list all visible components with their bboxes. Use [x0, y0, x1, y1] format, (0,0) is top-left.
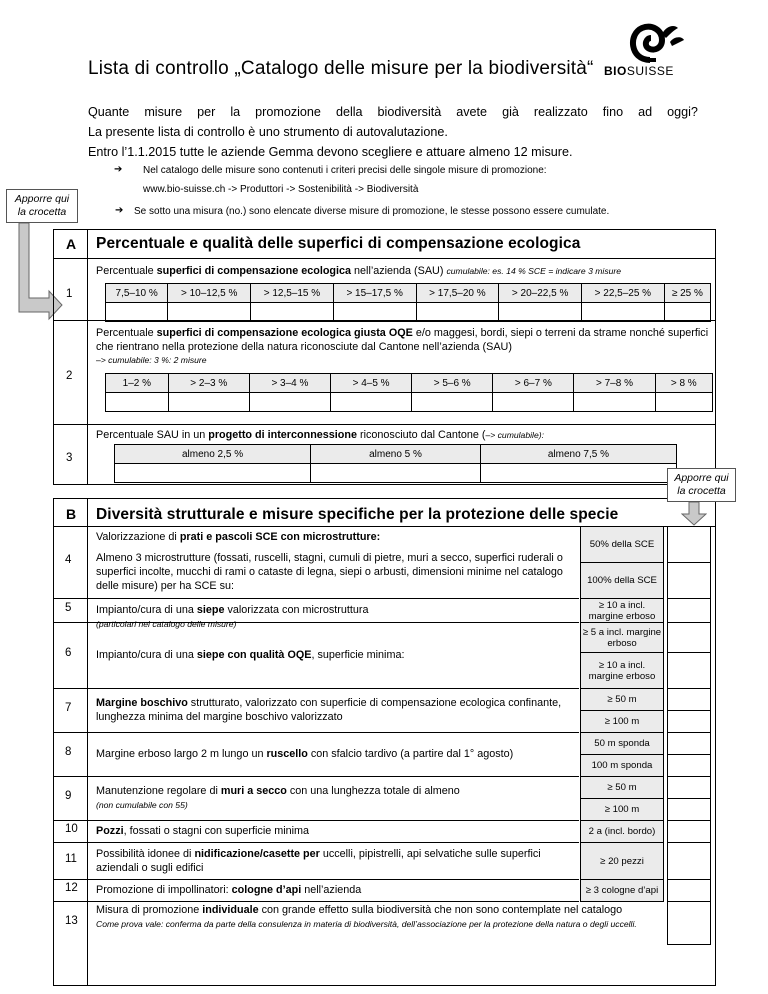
checkbox-cell[interactable]: [667, 688, 711, 711]
checkbox-cell[interactable]: [574, 393, 655, 412]
row-note: Come prova vale: conferma da parte della consulenza in materia di biodiversità, dell’associazione per la protezione della natura o degli uccelli.: [96, 919, 637, 929]
intro-word: per: [197, 105, 216, 119]
intro-line2: La presente lista di controllo è uno strumento di autovalutazione.: [88, 125, 448, 139]
row2-note: –> cumulabile: 3 %: 2 misure: [96, 355, 207, 365]
checkbox-cell[interactable]: [249, 393, 330, 412]
option-label: > 17,5–20 %: [416, 284, 499, 303]
intro-word: fino: [602, 105, 624, 119]
row-number: 13: [65, 914, 78, 927]
option-label: > 10–12,5 %: [168, 284, 251, 303]
intro-word: della: [335, 105, 363, 119]
option-label: 1–2 %: [106, 374, 169, 393]
row1-pre: Percentuale: [96, 265, 157, 277]
intro-word: ad: [638, 105, 653, 119]
checkbox-cell[interactable]: [667, 901, 711, 945]
row-post: con grande effetto sulla biodiversità che non sono contemplate nel catalogo: [258, 904, 623, 916]
row-number: 1: [66, 288, 73, 300]
option-label: ≥ 50 m: [580, 688, 664, 711]
checkbox-cell[interactable]: [106, 303, 168, 322]
row-bold: cologne d’api: [231, 884, 302, 896]
checkbox-cell[interactable]: [480, 464, 676, 483]
row-post: con sfalcio tardivo (a partire dal 1° agosto): [307, 748, 514, 760]
row-pre: Impianto/cura di una: [96, 649, 197, 661]
checkbox-cell[interactable]: [667, 879, 711, 902]
row1-note: cumulabile: es. 14 % SCE = indicare 3 misure: [446, 266, 622, 276]
row-bold: muri a secco: [220, 785, 287, 797]
checkbox-cell[interactable]: [667, 710, 711, 733]
option-label: 100 m sponda: [580, 754, 664, 777]
row-pre: Possibilità idonee di: [96, 847, 195, 860]
row-pre: Margine erboso largo 2 m lungo un: [96, 748, 267, 760]
row-label: [96, 883, 576, 897]
row1-options-table: [105, 283, 711, 322]
row3-label: [96, 428, 710, 442]
intro-word: Quante: [88, 105, 130, 119]
option-label: > 6–7 %: [493, 374, 574, 393]
checkbox-cell[interactable]: [667, 562, 711, 599]
option-label: almeno 2,5 %: [115, 445, 311, 464]
checkbox-cell[interactable]: [493, 393, 574, 412]
row-bold: ruscello: [266, 748, 308, 760]
row-post: , superficie minima:: [311, 649, 405, 661]
row-number: 4: [65, 554, 72, 566]
row-post: , fossati o stagni con superficie minima: [123, 825, 310, 837]
row-text2: Almeno 3 microstrutture (fossati, ruscelli, stagni, cumuli di pietre, muri a secco, superfici ruderali o superfici incolte, mucchi di rami o cataste di legna, siepi o arbusti, dimensioni minime nel catalogo delle misure) per ha SCE su:: [96, 552, 563, 592]
bullet-url: www.bio-suisse.ch -> Produttori -> Sostenibilità -> Biodiversità: [143, 184, 419, 195]
row3-options-table: [114, 444, 677, 483]
option-label: ≥ 10 a incl. margine erboso: [580, 598, 664, 623]
option-label: > 20–22,5 %: [499, 284, 582, 303]
checkbox-cell[interactable]: [667, 526, 711, 563]
row-label: [96, 847, 576, 875]
checkbox-cell[interactable]: [311, 464, 481, 483]
option-label: 7,5–10 %: [106, 284, 168, 303]
checkbox-cell[interactable]: [106, 393, 169, 412]
row-label: [96, 784, 576, 812]
intro-word: avete: [456, 105, 488, 119]
checkbox-cell[interactable]: [667, 622, 711, 653]
option-label: 50 m sponda: [580, 732, 664, 755]
checkbox-cell[interactable]: [115, 464, 311, 483]
row2-pre: Percentuale: [96, 327, 157, 339]
row3-note: –> cumulabile):: [485, 430, 544, 440]
checkbox-cell[interactable]: [655, 393, 712, 412]
row3-bold: progetto di interconnessione: [208, 429, 358, 441]
callout-right: [667, 468, 736, 502]
option-label: ≥ 100 m: [580, 710, 664, 733]
option-label: > 15–17,5 %: [333, 284, 416, 303]
row-pre: Impianto/cura di una: [96, 604, 197, 616]
arrow-icon-2: ➔: [115, 205, 124, 216]
row-note: (particolari nel catalogo delle misure): [96, 619, 237, 629]
option-label: 50% della SCE: [580, 526, 664, 563]
option-label: ≥ 100 m: [580, 798, 664, 821]
checkbox-cell[interactable]: [667, 754, 711, 777]
row-pre: Misura di promozione: [96, 904, 203, 916]
checkbox-cell[interactable]: [667, 820, 711, 843]
option-label: > 8 %: [655, 374, 712, 393]
row-number: 9: [65, 790, 72, 802]
logo-suisse: SUISSE: [626, 64, 674, 78]
row1-post: nell’azienda (SAU): [351, 265, 447, 277]
checkbox-cell[interactable]: [168, 303, 251, 322]
option-label: 100% della SCE: [580, 562, 664, 599]
row-bold: Pozzi: [96, 825, 124, 837]
row-number: 5: [65, 602, 72, 614]
section-a-title: Percentuale e qualità delle superfici di compensazione ecologica: [96, 235, 581, 252]
checkbox-cell[interactable]: [331, 393, 412, 412]
row-pre: Promozione di impollinatori:: [96, 884, 232, 896]
intro-word: biodiversità: [377, 105, 442, 119]
checkbox-cell[interactable]: [667, 652, 711, 689]
arrow-icon: ➔: [114, 164, 123, 175]
row-number: 12: [65, 882, 78, 894]
row-number: 11: [65, 852, 77, 865]
checkbox-cell[interactable]: [667, 776, 711, 799]
row-number: 10: [65, 823, 78, 835]
bud-logo-icon: [604, 20, 694, 68]
option-label: > 4–5 %: [331, 374, 412, 393]
option-label: > 12,5–15 %: [251, 284, 334, 303]
checkbox-cell[interactable]: [251, 303, 334, 322]
option-label: 2 a (incl. bordo): [580, 820, 664, 843]
row-post: strutturato, valorizzato con superficie di compensazione ecologica confinante, lunghezza minima del margine boschivo valorizzato: [96, 697, 562, 723]
checkbox-cell[interactable]: [664, 303, 710, 322]
intro-text: [88, 102, 698, 162]
row-pre: Valorizzazione di: [96, 531, 180, 543]
callout-left-line2: la crocetta: [17, 206, 67, 218]
option-label: > 7–8 %: [574, 374, 655, 393]
row2-bold: superfici di compensazione ecologica giusta OQE: [156, 327, 413, 339]
row-bold: siepe con qualità OQE: [196, 649, 312, 661]
section-a-box: [53, 229, 716, 485]
row-number: 3: [66, 452, 73, 464]
intro-word: oggi?: [667, 105, 698, 119]
option-label: ≥ 20 pezzi: [580, 842, 664, 880]
row1-bold: superfici di compensazione ecologica: [156, 265, 352, 277]
row2-options-table: [105, 373, 713, 412]
bullet-catalog: Nel catalogo delle misure sono contenuti i criteri precisi delle singole misure di promozione:: [143, 165, 547, 176]
row-label: [96, 696, 576, 724]
row-bold: siepe: [196, 604, 225, 616]
option-label: almeno 5 %: [311, 445, 481, 464]
row-bold: nidificazione/casette per: [194, 847, 320, 860]
row-number: 6: [65, 647, 72, 659]
option-label: > 3–4 %: [249, 374, 330, 393]
checkbox-cell[interactable]: [333, 303, 416, 322]
checkbox-cell[interactable]: [667, 798, 711, 821]
row-label: [96, 747, 576, 761]
callout-left: [6, 189, 78, 223]
row-number: 2: [66, 370, 73, 382]
section-b-title: Diversità strutturale e misure specifiche per la protezione delle specie: [96, 506, 619, 523]
intro-line3: Entro l’1.1.2015 tutte le aziende Gemma devono scegliere e attuare almeno 12 misure.: [88, 145, 573, 159]
checkbox-cell[interactable]: [582, 303, 665, 322]
intro-word: misure: [144, 105, 183, 119]
callout-right-line1: Apporre qui: [674, 472, 729, 484]
option-label: ≥ 25 %: [664, 284, 710, 303]
row-label: [96, 824, 576, 838]
row-label: [96, 603, 576, 631]
intro-question: [88, 102, 698, 122]
row-bold: prati e pascoli SCE con microstrutture:: [179, 531, 381, 543]
row-label: [96, 530, 576, 593]
row3-pre: Percentuale SAU in un: [96, 429, 209, 441]
row1-label: [96, 264, 716, 278]
row-number: 8: [65, 746, 72, 758]
option-label: ≥ 3 cologne d’api: [580, 879, 664, 902]
row-pre: Manutenzione regolare di: [96, 785, 221, 797]
checkbox-cell[interactable]: [416, 303, 499, 322]
page-title: Lista di controllo „Catalogo delle misure per la biodiversità“: [88, 58, 594, 79]
row-label: [96, 648, 576, 662]
checkbox-cell[interactable]: [667, 732, 711, 755]
intro-word: già: [502, 105, 519, 119]
checkbox-cell[interactable]: [168, 393, 249, 412]
row-label: [96, 903, 656, 931]
row2-label: [96, 326, 710, 354]
checkbox-cell[interactable]: [499, 303, 582, 322]
option-label: > 22,5–25 %: [582, 284, 665, 303]
arrow-down-icon: [681, 502, 707, 526]
row-post: nell’azienda: [301, 884, 362, 896]
section-b-box: [53, 498, 716, 986]
callout-left-line1: Apporre qui: [14, 193, 70, 205]
option-label: ≥ 10 a incl. margine erboso: [580, 652, 664, 689]
intro-word: realizzato: [533, 105, 588, 119]
option-label: ≥ 50 m: [580, 776, 664, 799]
logo-bio: BIO: [604, 64, 627, 78]
checkbox-cell[interactable]: [667, 598, 711, 623]
checkbox-cell[interactable]: [667, 842, 711, 880]
section-b-letter: B: [66, 506, 77, 522]
option-label: > 2–3 %: [168, 374, 249, 393]
checkbox-cell[interactable]: [412, 393, 493, 412]
option-label: almeno 7,5 %: [480, 445, 676, 464]
row-bold: Margine boschivo: [96, 697, 188, 709]
option-label: ≥ 5 a incl. margine erboso: [580, 622, 664, 653]
row-bold: individuale: [202, 904, 259, 916]
row-post: con una lunghezza totale di almeno: [286, 785, 460, 797]
intro-word: la: [230, 105, 241, 119]
row-number: 7: [65, 702, 72, 714]
intro-word: promozione: [255, 105, 321, 119]
logo-wordmark: [604, 64, 674, 78]
option-label: > 5–6 %: [412, 374, 493, 393]
bullet-cumulate: Se sotto una misura (no.) sono elencate diverse misure di promozione, le stesse possono essere cumulate.: [134, 206, 610, 217]
section-a-letter: A: [66, 236, 77, 252]
row3-post: riconosciuto dal Cantone (: [357, 429, 486, 441]
row-post: uccelli, pipistrelli, api selvatiche sulle superfici aziendali o sugli edifici: [96, 847, 541, 874]
callout-right-line2: la crocetta: [677, 485, 726, 497]
row-post: valorizzata con microstruttura: [224, 604, 369, 616]
row2-post: e/o maggesi, bordi, siepi o terreni da strame nonché superfici che rientrano nella protezione della natura riconosciute dal Cantone nell’azienda (SAU): [96, 327, 709, 353]
row-note: (non cumulabile con 55): [96, 800, 188, 810]
